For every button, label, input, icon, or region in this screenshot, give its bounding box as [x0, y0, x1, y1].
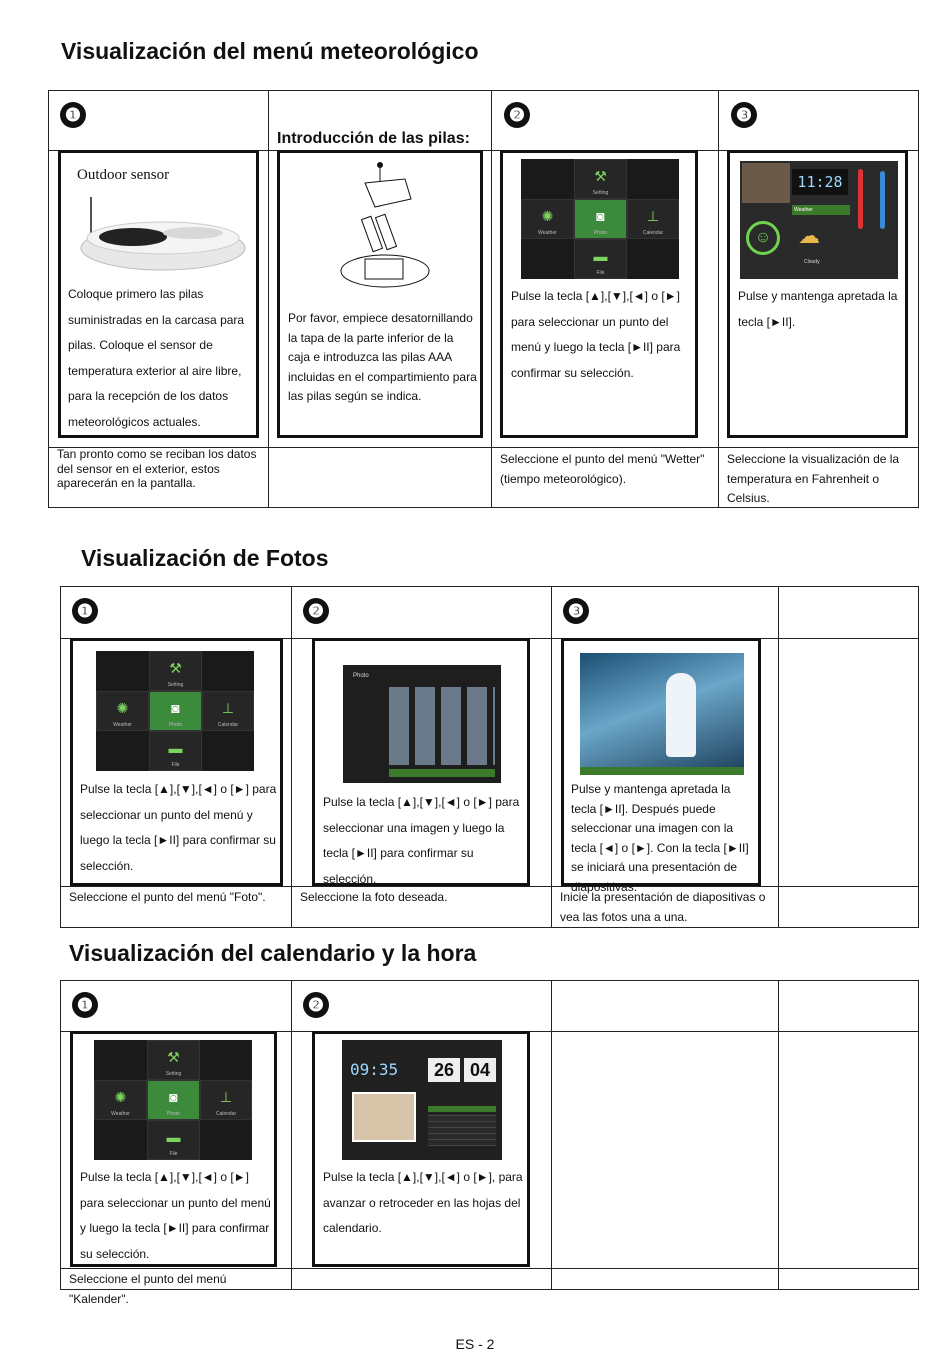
menu-screen: ⚒ Setting ✺ Weather ◙ Photo ⊥ Calendar ▬ File	[521, 159, 679, 279]
photo-step-3-number: ❸	[563, 598, 589, 624]
calendar-clock: 09:35	[350, 1060, 399, 1079]
outdoor-sensor-image	[73, 193, 248, 275]
weather-section-title: Visualización del menú meteorológico	[61, 38, 479, 64]
photo-foot-3: Inicie la presentación de diapositivas o vea las fotos una a una.	[560, 890, 766, 924]
photo-menu-screen: ⚒ Setting ✺ Weather ◙ Photo ⊥ Calendar ▬ File	[96, 651, 254, 771]
photo-grid-text: Pulse la tecla [▲],[▼],[◄] o [►] para seleccionar una imagen y luego la tecla [►II] para confirmar su selección.	[323, 795, 520, 886]
weather-clock: 11:28	[792, 169, 848, 195]
weather-foot-4: Seleccione la visualización de la temperatura en Fahrenheit o Celsius.	[727, 452, 900, 505]
photo-foot-2: Seleccione la foto deseada.	[300, 890, 448, 904]
weather-screen: 11:28 ☺ Weather ☁ Cloudy	[740, 161, 898, 279]
outdoor-sensor-caption: Outdoor sensor	[77, 167, 170, 183]
weather-foot-1: Tan pronto como se reciban los datos del sensor en el exterior, estos aparecerán en la pantalla.	[57, 447, 257, 490]
battery-text: Por favor, empiece desatornillando la tapa de la parte inferior de la caja e introduzca las pilas AAA incluidas en el compartimiento para las pilas según se indica.	[288, 311, 477, 403]
step-1-number: ❶	[60, 102, 86, 128]
calendar-screen	[342, 1040, 502, 1160]
cloudy-icon: ☁	[798, 223, 820, 248]
calendar-section-title: Visualización del calendario y la hora	[69, 940, 477, 966]
battery-diagram	[335, 159, 435, 289]
calendar-menu-text: Pulse la tecla [▲],[▼],[◄] o [►] para seleccionar un punto del menú y luego la tecla [►II] para confirmar su selección.	[80, 1170, 271, 1261]
weather-screen-box	[727, 150, 908, 438]
photo-grid-screen: Photo	[343, 665, 501, 783]
step-2-number: ❷	[504, 102, 530, 128]
calendar-screen-box	[312, 1031, 530, 1267]
battery-heading: Introducción de las pilas:	[277, 130, 470, 147]
calendar-day: 26	[428, 1058, 460, 1082]
calendar-screen-text: Pulse la tecla [▲],[▼],[◄] o [►], para avanzar o retroceder en las hojas del calendario.	[323, 1170, 523, 1235]
photo-foot-1: Seleccione el punto del menú "Foto".	[69, 890, 266, 904]
slideshow-image	[580, 653, 744, 775]
photo-step-2-number: ❷	[303, 598, 329, 624]
calendar-foot-1: Seleccione el punto del menú "Kalender".	[69, 1272, 227, 1306]
photo-menu-text: Pulse la tecla [▲],[▼],[◄] o [►] para seleccionar un punto del menú y luego la tecla [►II] para confirmar su selección.	[80, 782, 277, 873]
calendar-menu-screen: ⚒ Setting ✺ Weather ◙ Photo ⊥ Calendar ▬ File	[94, 1040, 252, 1160]
outdoor-sensor-text: Coloque primero las pilas suministradas en la carcasa para pilas. Coloque el sensor de temperatura exterior al aire libre, para la recepción de los datos meteorológicos actuales.	[68, 287, 245, 429]
calendar-step-1-number: ❶	[72, 992, 98, 1018]
battery-box	[277, 150, 483, 438]
photos-section-title: Visualización de Fotos	[81, 545, 329, 571]
weather-screen-text: Pulse y mantenga apretada la tecla [►II].	[738, 289, 898, 329]
slideshow-box	[561, 638, 761, 894]
outdoor-sensor-box	[58, 150, 259, 438]
photo-grid-box	[312, 638, 530, 886]
slideshow-text: Pulse y mantenga apretada la tecla [►II]. Después puede seleccionar una imagen con la tecla [◄] o [►]. Con la tecla [►II] se iniciará una presentación de diapositivas.	[571, 782, 749, 894]
weather-foot-3: Seleccione el punto del menú "Wetter" (tiempo meteorológico).	[500, 452, 705, 486]
weather-menu-box	[500, 150, 698, 438]
weather-menu-text: Pulse la tecla [▲],[▼],[◄] o [►] para seleccionar un punto del menú y luego la tecla [►II] para confirmar su selección.	[511, 289, 681, 380]
photo-step-1-number: ❶	[72, 598, 98, 624]
calendar-step-2-number: ❷	[303, 992, 329, 1018]
calendar-month: 04	[464, 1058, 496, 1082]
step-3-number: ❸	[731, 102, 757, 128]
calendar-menu-box	[70, 1031, 277, 1267]
page-number: ES - 2	[455, 1336, 495, 1352]
smiley-icon: ☺	[746, 221, 780, 255]
photo-menu-box	[70, 638, 283, 886]
